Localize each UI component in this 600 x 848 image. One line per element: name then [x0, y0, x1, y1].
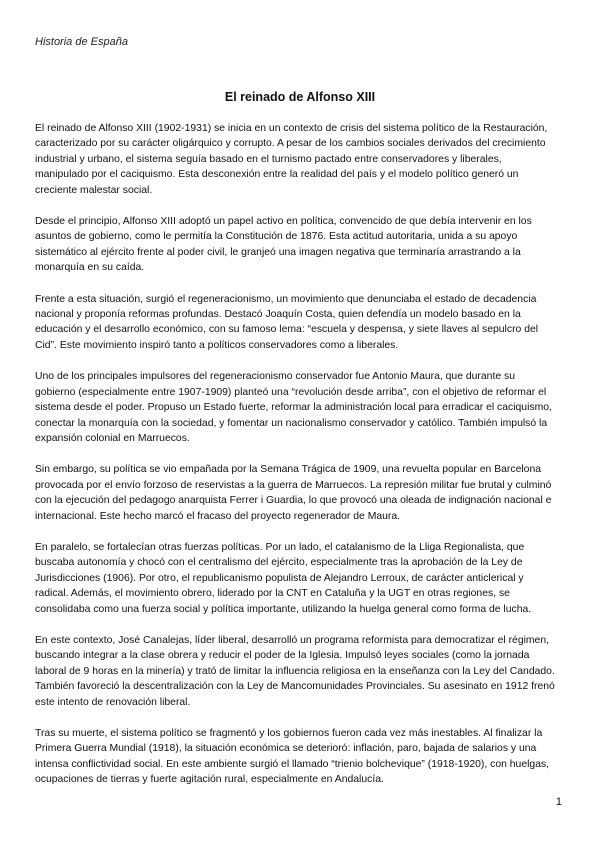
page-number: 1 — [555, 796, 562, 808]
paragraph: Tras su muerte, el sistema político se fragmentó y los gobiernos fueron cada vez más inestables. Al finalizar la Primera Guerra Mundial (1918), la situación económica se deterioró: inflación, paro, bajada de salarios y una intensa conflictividad social. En este ambiente surgió el llamado “trienio bolchevique” (1918-1920), con huelgas, ocupaciones de tierras y fuerte agitación rural, especialmente en Andalucía. — [35, 728, 550, 786]
document-title: El reinado de Alfonso XIII — [224, 90, 376, 104]
paragraph: Sin embargo, su política se vio empañada por la Semana Trágica de 1909, una revuelta popular en Barcelona provocada por el envío forzoso de reservistas a la guerra de Marruecos. La represión militar fue brutal y culminó con la ejecución del pedagogo anarquista Ferrer i Guardia, lo que provocó una oleada de indignación nacional e internacional. Este hecho marcó el fracaso del proyecto regenerador de Maura. — [35, 464, 552, 522]
paragraph: En paralelo, se fortalecían otras fuerzas políticas. Por un lado, el catalanismo de la Lliga Regionalista, que buscaba autonomía y chocó con el centralismo del ejército, especialmente tras la aprobación de la Ley de Jurisdicciones (1906). Por otro, el republicanismo populista de Alejandro Lerroux, de carácter anticlerical y radical. Además, el movimiento obrero, liderado por la CNT en Cataluña y la UGT en otras regiones, se consolidaba como una fuerza social y política importante, utilizando la huelga general como forma de lucha. — [35, 541, 532, 615]
paragraph: El reinado de Alfonso XIII (1902-1931) se inicia en un contexto de crisis del sistema político de la Restauración, caracterizado por su carácter oligárquico y corrupto. A pesar de los cambios sociales derivados del crecimiento industrial y urbano, el sistema seguía basado en el turnismo pactado entre conservadores y liberales, manipulado por el caciquismo. Esta desconexión entre la realidad del país y el modelo político generó un creciente malestar social. — [35, 123, 548, 196]
paragraph: Frente a esta situación, surgió el regeneracionismo, un movimiento que denunciaba el estado de decadencia nacional y proponía reformas profundas. Destacó Joaquín Costa, quien defendía un modelo basado en la educación y el desarrollo económico, con su famoso lema: “escuela y despensa, y siete llaves al sepulcro del Cid”. Este movimiento inspiró tanto a políticos conservadores como a liberales. — [35, 293, 539, 351]
paragraph: Uno de los principales impulsores del regeneracionismo conservador fue Antonio Maura, que durante su gobierno (especialmente entre 1907-1909) planteó una “revolución desde arriba”, con el objetivo de reformar el sistema desde el poder. Propuso un Estado fuerte, reformar la administración local para erradicar el caciquismo, conectar la monarquía con la sociedad, y fomentar un nacionalismo conservador y católico. También impulsó la expansión colonial en Marruecos. — [35, 371, 552, 444]
document-body — [35, 121, 557, 804]
paragraph: En este contexto, José Canalejas, líder liberal, desarrolló un programa reformista para democratizar el régimen, buscando integrar a la clase obrera y reducir el poder de la Iglesia. Impulsó leyes sociales (como la jornada laboral de 9 horas en la minería) y trató de limitar la influencia religiosa en la enseñanza con la Ley del Candado. También favoreció la descentralización con la Ley de Mancomunidades Provinciales. Su asesinato en 1912 frenó este intento de renovación liberal. — [35, 634, 555, 708]
paragraph: Desde el principio, Alfonso XIII adoptó un papel activo en política, convencido de que debía intervenir en los asuntos de gobierno, como le permitía la Constitución de 1876. Esta actitud autoritaria, unida a su apoyo sistemático al ejército frente al poder civil, le granjeó una imagen negativa que terminaría arrastrando a la monarquía en su caída. — [35, 216, 532, 274]
running-header: Historia de España — [35, 36, 128, 48]
